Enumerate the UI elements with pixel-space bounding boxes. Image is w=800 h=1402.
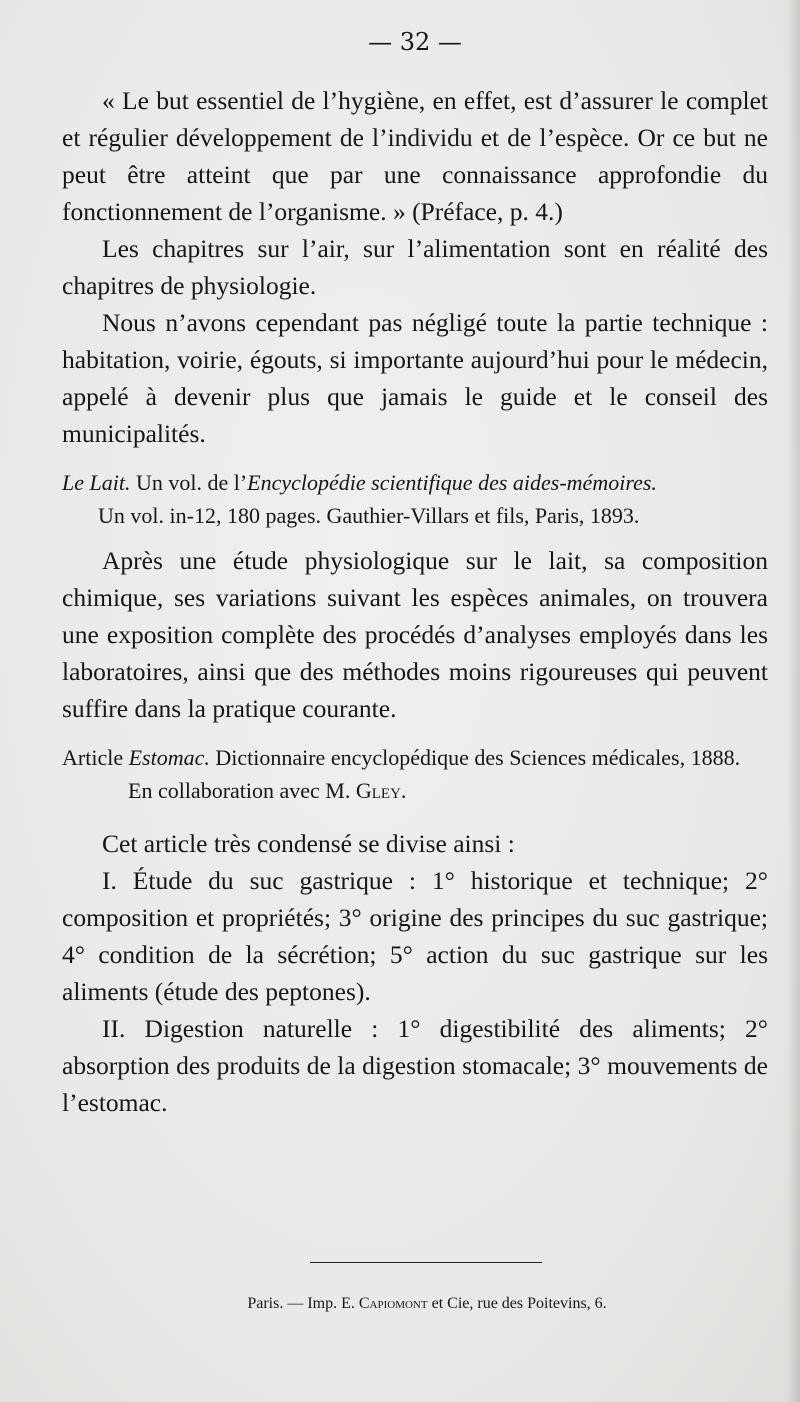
entry-estomac-collab-name: Gley.: [355, 778, 407, 803]
paragraph-lait: Après une étude physiologique sur le lait, sa composition chimique, ses variations suivant les espèces animales, on trouvera une exposition complète des procédés d’analyses employés dans les laboratoires, ainsi que des méthodes moins rigoureuses qui peuvent suffire dans la pratique courante.: [62, 546, 768, 723]
footer-rule: [310, 1262, 542, 1263]
entry-estomac-text: Dictionnaire encyclopédique des Sciences médicales, 1888.: [209, 745, 741, 770]
paragraph-quote: « Le but essentiel de l’hygiène, en effet, est d’assurer le complet et régulier développement de l’individu et de l’espèce. Or ce but ne peut être atteint que par une connaissance approfondie du fonctionnement de l’organisme. » (Préface, p. 4.): [62, 86, 768, 226]
bibliography-entry-estomac: [62, 741, 768, 807]
entry-estomac-line: [62, 741, 768, 774]
page-spine-shadow: [786, 0, 800, 1402]
paragraph-chapters: Les chapitres sur l’air, sur l’alimentation sont en réalité des chapitres de physiologie.: [62, 234, 768, 300]
imprint-rest: et Cie, rue des Poitevins, 6.: [427, 1295, 607, 1312]
paragraph-estomac-part2: II. Digestion naturelle : 1° digestibilité des aliments; 2° absorption des produits de la digestion stomacale; 3° mouvements de l’estomac.: [62, 1014, 768, 1117]
page-number: — 32 —: [368, 28, 462, 56]
paragraph-estomac-intro: Cet article très condensé se divise ainsi :: [102, 829, 515, 858]
page-body: [62, 82, 768, 1121]
printer-imprint: [0, 1295, 800, 1313]
entry-estomac-title: Estomac.: [128, 745, 210, 770]
entry-estomac-prefix: Article: [62, 745, 129, 770]
bibliography-entry-lait: [62, 466, 768, 532]
entry-estomac-collab: [62, 774, 768, 807]
entry-lait-title: Le Lait.: [62, 470, 131, 495]
entry-lait-series: Encyclopédie scientifique des aides-mémoires.: [247, 470, 657, 495]
entry-estomac-collab-prefix: En collaboration avec M.: [128, 778, 356, 803]
entry-lait-text: Un vol. de l’: [130, 470, 248, 495]
imprint-city: Paris. — Imp. E.: [247, 1295, 359, 1312]
imprint-printer: Capiomont: [358, 1295, 428, 1312]
paragraph-technique: Nous n’avons cependant pas négligé toute la partie technique : habitation, voirie, égouts, si importante aujourd’hui pour le médecin, appelé à devenir plus que jamais le guide et le conseil des municipalités.: [62, 308, 768, 448]
entry-lait-details: Un vol. in-12, 180 pages. Gauthier-Villars et fils, Paris, 1893.: [98, 503, 640, 528]
paragraph-estomac-part1: I. Étude du suc gastrique : 1° historique et technique; 2° composition et propriétés; 3° origine des principes du suc gastrique; 4° condition de la sécrétion; 5° action du suc gastrique sur les aliments (étude des peptones).: [62, 866, 768, 1006]
entry-lait-line: [62, 466, 768, 499]
